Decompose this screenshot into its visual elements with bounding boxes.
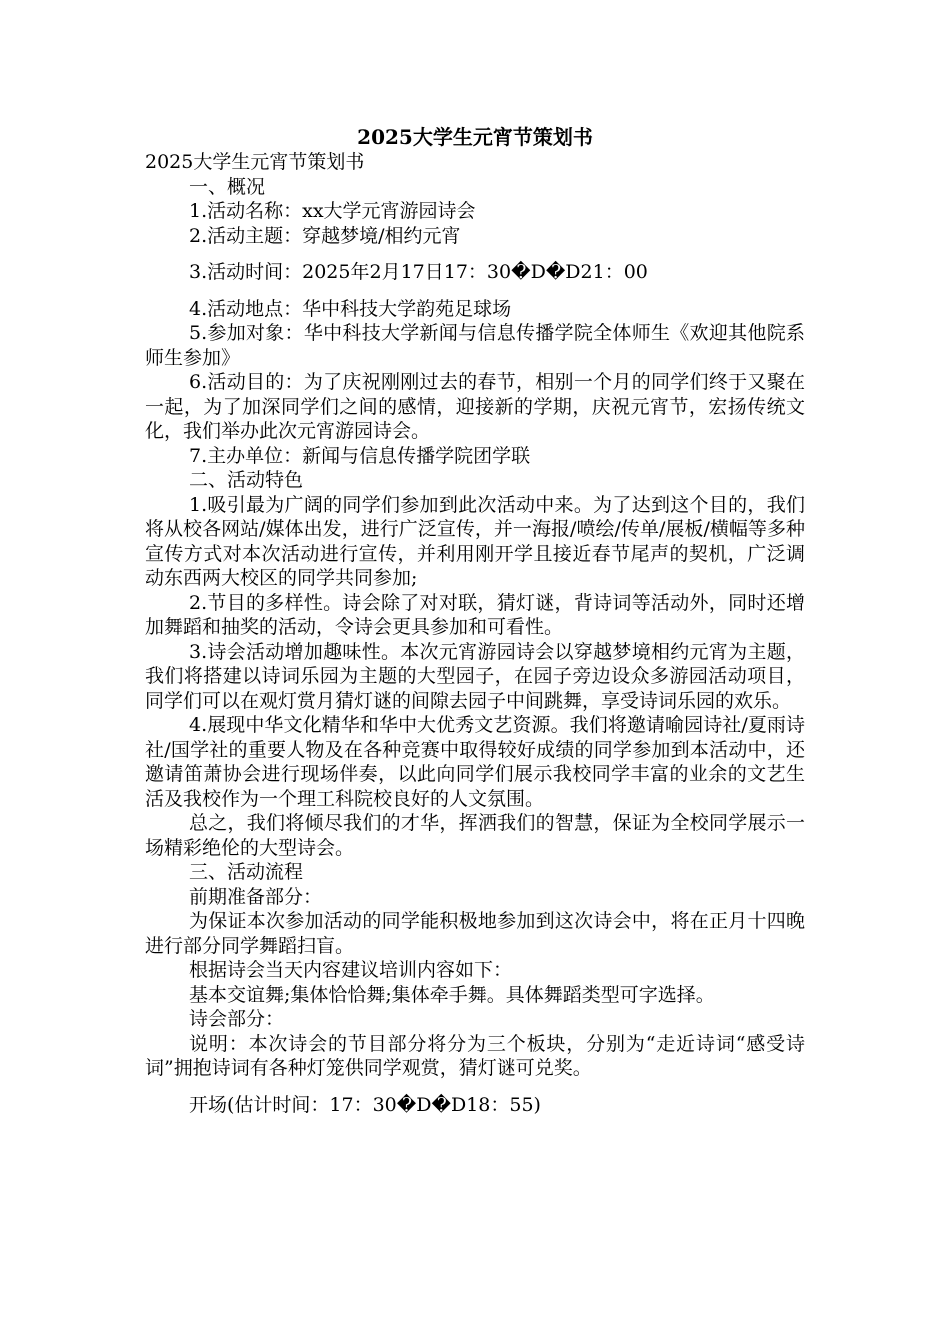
paragraph-explanation: 说明：本次诗会的节目部分将分为三个板块，分别为“走近诗词“感受诗词”拥抱诗词有各种灯笼供同学观赏，猜灯谜可兑奖。 [145,1032,805,1079]
paragraph-feature-2: 2.节目的多样性。诗会除了对对联，猜灯谜，背诗词等活动外，同时还增加舞蹈和抽奖的活动，令诗会更具参加和可看性。 [145,591,805,638]
paragraph-feature-1: 1.吸引最为广阔的同学们参加到此次活动中来。为了达到这个目的，我们将从校各网站/媒体出发，进行广泛宣传，并一海报/喷绘/传单/展板/横幅等多种宣传方式对本次活动进行宣传，并利用刚开学且接近春节尾声的契机，广泛调动东西两大校区的同学共同参加; [145,493,805,589]
heading-overview: 一、概况 [189,175,266,198]
paragraph-activity-time: 3.活动时间：2025年2月17日17：30�D�D21：00 [189,261,648,283]
document-body [145,150,805,1117]
paragraph-purpose: 6.活动目的：为了庆祝刚刚过去的春节，相别一个月的同学们终于又聚在一起，为了加深同学们之间的感情，迎接新的学期，庆祝元宵节，宏扬传统文化，我们举办此次元宵游园诗会。 [145,371,805,442]
paragraph-feature-4: 4.展现中华文化精华和华中大优秀文艺资源。我们将邀请喻园诗社/夏雨诗社/国学社的重要人物及在各种竞赛中取得较好成绩的同学参加到本活动中，还邀请笛萧协会进行现场伴奏，以此向同学们展示我校同学丰富的业余的文艺生活及我校作为一个理工科院校良好的人文氛围。 [145,714,805,810]
paragraph-feature-3: 3.诗会活动增加趣味性。本次元宵游园诗会以穿越梦境相约元宵为主题，我们将搭建以诗词乐园为主题的大型园子，在园子旁边设众多游园活动项目，同学们可以在观灯赏月猜灯谜的间隙去园子中间跳舞，享受诗词乐园的欢乐。 [145,640,805,712]
paragraph-training-intro: 根据诗会当天内容建议培训内容如下： [189,959,513,981]
paragraph-participants: 5.参加对象：华中科技大学新闻与信息传播学院全体师生《欢迎其他院系师生参加》 [145,322,805,369]
paragraph-training-content: 基本交谊舞;集体恰恰舞;集体牵手舞。具体舞蹈类型可字选择。 [189,983,715,1006]
paragraph-activity-location: 4.活动地点：华中科技大学韵苑足球场 [189,297,512,320]
heading-features: 二、活动特色 [189,469,304,491]
document-title: 2025大学生元宵节策划书 [357,125,593,149]
paragraph-activity-theme: 2.活动主题：穿越梦境/相约元宵 [189,224,461,247]
paragraph-opening: 开场(估计时间：17：30�D�D18：55) [189,1093,541,1116]
paragraph-subtitle: 2025大学生元宵节策划书 [145,151,365,173]
paragraph-preparation: 为保证本次参加活动的同学能积极地参加到这次诗会中，将在正月十四晚进行部分同学舞蹈扫盲。 [145,910,805,957]
paragraph-preparation-heading: 前期准备部分： [189,885,323,908]
paragraph-poetry-heading: 诗会部分： [189,1008,285,1030]
paragraph-summary: 总之，我们将倾尽我们的才华，挥洒我们的智慧，保证为全校同学展示一场精彩绝伦的大型诗会。 [145,812,805,859]
paragraph-activity-name: 1.活动名称：xx大学元宵游园诗会 [189,200,476,222]
heading-process: 三、活动流程 [189,861,304,883]
paragraph-organizer: 7.主办单位：新闻与信息传播学院团学联 [189,444,531,467]
